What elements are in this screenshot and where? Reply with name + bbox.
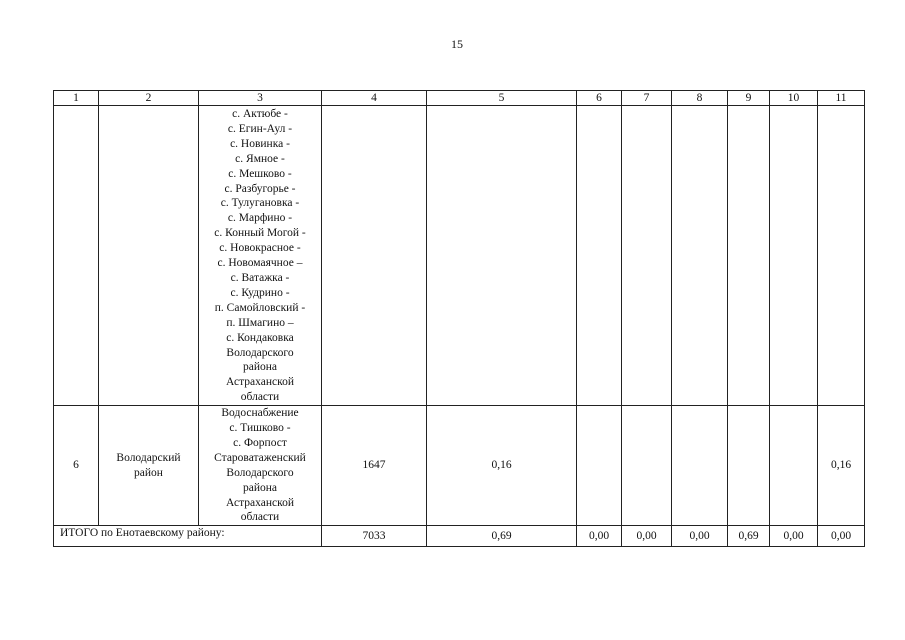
table-cell [54, 106, 99, 406]
total-cell-col9: 0,69 [728, 526, 770, 547]
total-cell-col11: 0,00 [818, 526, 865, 547]
description-line: Водоснабжение [221, 407, 299, 420]
settlement-line: с. Актюбе - [232, 108, 288, 120]
district-line: Володарский [116, 451, 181, 464]
total-cell-col4: 7033 [322, 526, 427, 547]
settlement-line: с. Тулугановка - [220, 197, 300, 210]
description-line: Астраханской [225, 496, 294, 509]
column-number-row [54, 91, 865, 106]
column-number: 1 [54, 91, 99, 106]
district-line: район [134, 466, 163, 479]
column-number: 10 [770, 91, 818, 106]
table-cell [770, 106, 818, 406]
value-cell-col9 [728, 406, 770, 526]
table-row-district [54, 406, 865, 526]
total-cell-col5: 0,69 [427, 526, 577, 547]
table-cell [728, 106, 770, 406]
settlement-line: с. Мешково - [228, 167, 292, 180]
table-cell [99, 106, 199, 406]
page-number: 15 [451, 37, 463, 51]
value-cell-col8 [672, 406, 728, 526]
description-line: с. Тишково - [229, 422, 291, 435]
settlement-line: с. Ватажка - [230, 271, 290, 284]
settlement-line: с. Конный Могой - [214, 227, 306, 240]
description-line: Староватаженский [214, 451, 306, 464]
column-number: 8 [672, 91, 728, 106]
total-cell-col8: 0,00 [672, 526, 728, 547]
value-cell-col6 [577, 406, 622, 526]
description-line: района [242, 481, 278, 494]
settlement-line: п. Шмагино – [226, 316, 294, 329]
row-number-cell: 6 [54, 406, 99, 526]
settlement-line: с. Ямное - [235, 152, 285, 165]
value-cell-col7 [622, 406, 672, 526]
settlement-line: с. Марфино - [227, 212, 293, 225]
settlement-line: района [242, 361, 278, 374]
description-cell [199, 406, 322, 526]
value-cell-col5: 0,16 [427, 406, 577, 526]
table-row-continuation [54, 106, 865, 406]
column-number: 6 [577, 91, 622, 106]
value-cell-col11: 0,16 [818, 406, 865, 526]
table-row-total [54, 526, 865, 547]
table-cell [427, 106, 577, 406]
settlement-line: с. Новокрасное - [219, 242, 301, 255]
description-line: области [240, 511, 280, 524]
settlement-line: Володарского [226, 346, 294, 359]
description-line: с. Форпост [233, 436, 287, 449]
column-number: 3 [199, 91, 322, 106]
table-cell [577, 106, 622, 406]
settlement-line: п. Самойловский - [214, 301, 306, 314]
settlement-line: с. Новинка - [230, 137, 290, 150]
column-number: 4 [322, 91, 427, 106]
settlement-line: с. Разбугорье - [224, 182, 296, 195]
data-table [53, 90, 865, 547]
settlement-line: с. Новомаячное – [217, 257, 303, 270]
column-number: 7 [622, 91, 672, 106]
settlement-line: области [240, 391, 280, 404]
total-label: ИТОГО по Енотаевскому району: [54, 526, 322, 547]
description-line: Володарского [226, 466, 294, 479]
table-cell [622, 106, 672, 406]
column-number: 11 [818, 91, 865, 106]
value-cell-col10 [770, 406, 818, 526]
total-cell-col6: 0,00 [577, 526, 622, 547]
table-cell [322, 106, 427, 406]
settlement-line: с. Егин-Аул - [227, 122, 293, 135]
table-cell [818, 106, 865, 406]
total-cell-col7: 0,00 [622, 526, 672, 547]
table-cell [672, 106, 728, 406]
settlements-cell [199, 106, 322, 406]
column-number: 2 [99, 91, 199, 106]
total-cell-col10: 0,00 [770, 526, 818, 547]
column-number: 5 [427, 91, 577, 106]
column-number: 9 [728, 91, 770, 106]
settlement-line: Астраханской [225, 376, 294, 389]
settlement-line: с. Кудрино - [230, 286, 290, 299]
settlement-line: с. Кондаковка [226, 331, 294, 344]
district-cell [99, 406, 199, 526]
value-cell-col4: 1647 [322, 406, 427, 526]
